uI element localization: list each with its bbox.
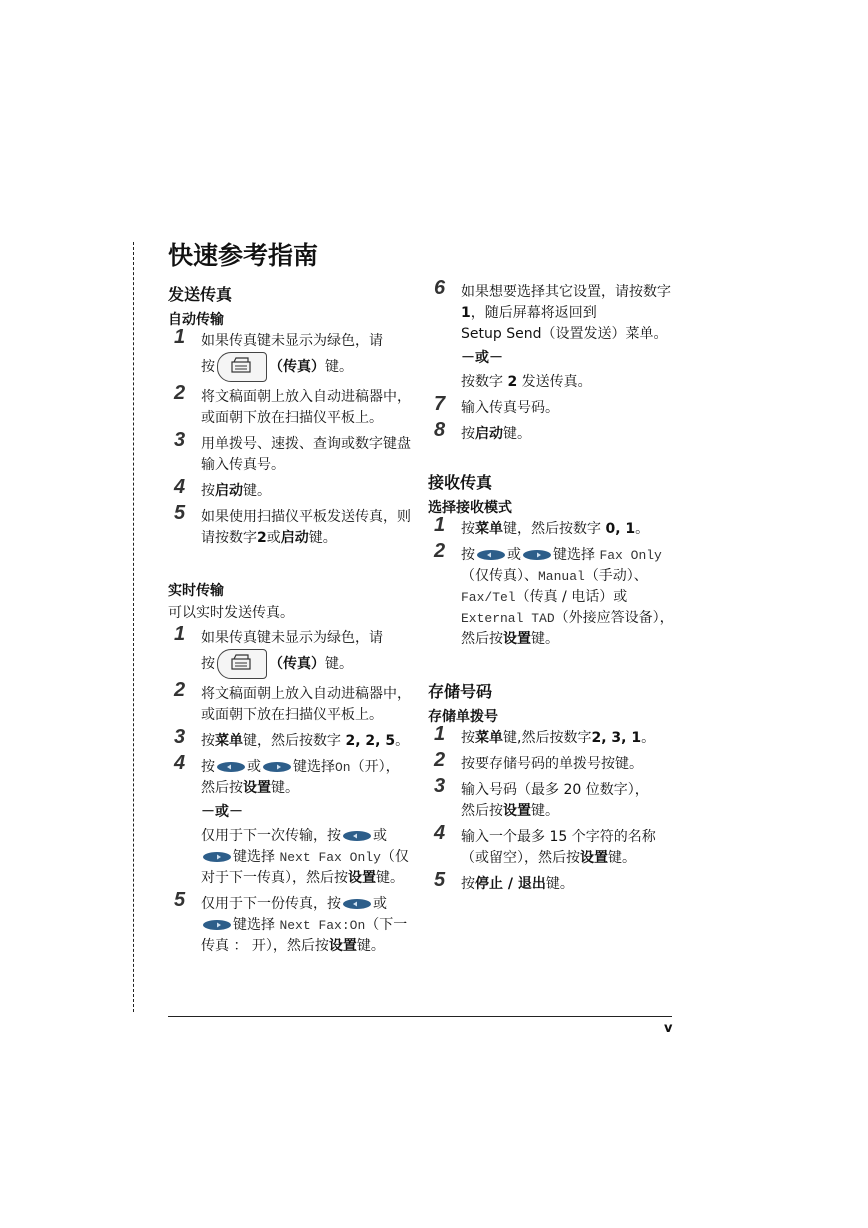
text-span: 输入传真号码。 [461, 400, 559, 416]
auto-step-1: 1 如果传真键未显示为绿色，请 按 （传真）键。 [168, 331, 414, 382]
step-number: 1 [174, 326, 186, 348]
store-step-3 [428, 775, 676, 822]
step-number: 1 [174, 623, 186, 645]
auto-step-4 [168, 476, 414, 502]
text-span: 键。 [243, 483, 271, 499]
text-span: （传真 / 电话） [515, 589, 614, 605]
text-span: 按 [461, 426, 475, 442]
right-arrow-key-icon [202, 851, 232, 863]
text-span: 。 [635, 521, 650, 537]
store-step-1 [428, 723, 676, 749]
text-span: 菜单 [215, 733, 243, 749]
text-span: Next Fax:On [279, 918, 366, 933]
text-span: 键。 [531, 631, 559, 647]
store-step-4 [428, 822, 676, 869]
step-number: 2 [434, 540, 446, 562]
realtime-intro: 可以实时发送传真。 [168, 605, 294, 621]
right-column [428, 277, 676, 900]
auto-transmit-subheading: 自动传输 [168, 312, 224, 328]
right-arrow-key-icon [262, 761, 292, 773]
step-number: 1 [434, 514, 446, 536]
text-span: 或 [247, 759, 261, 775]
receive-mode-subheading: 选择接收模式 [428, 500, 512, 516]
text-span: 或 [266, 530, 281, 546]
store-one-touch-subheading: 存储单拨号 [428, 709, 498, 725]
step-number: 1 [434, 723, 446, 745]
text-span: 或 [507, 547, 521, 563]
text-span: 然后按 [461, 803, 503, 819]
text-span: 停止 / 退出 [475, 876, 546, 892]
text-span: （仅传真）、 [461, 568, 538, 584]
step-number: 4 [434, 822, 446, 844]
text-span: 发送传真。 [521, 374, 592, 390]
step-number: 3 [434, 775, 446, 797]
send-fax-heading: 发送传真 [168, 285, 233, 304]
text-span: 键。 [325, 656, 353, 672]
text-span: External TAD [461, 611, 555, 626]
auto-step-2: 2 将文稿面朝上放入自动进稿器中，或面朝下放在扫描仪平板上。 [174, 382, 411, 426]
text-span: Setup Send（设置发送）菜单。 [461, 326, 668, 342]
text-span: Manual [538, 569, 585, 584]
or-separator: －或－ [461, 350, 503, 366]
left-arrow-key-icon [342, 898, 372, 910]
text-span: 仅用于下一次传输，按 [201, 828, 341, 844]
left-arrow-key-icon [476, 549, 506, 561]
receive-step-1 [428, 514, 676, 540]
text-span: （仅对于下一传真），然后按 [201, 849, 409, 886]
receive-fax-heading: 接收传真 [428, 473, 493, 492]
text-span: 键选择 [233, 849, 275, 865]
text-span: 启动 [215, 483, 243, 499]
text-span: 1 [461, 305, 471, 321]
step-number: 2 [174, 679, 186, 701]
text-span: 键，然后按数字 [243, 733, 341, 749]
text-span: 输入号码（最多 20 位数字）， [461, 782, 649, 798]
page-title: 快速参考指南 [168, 241, 319, 270]
text-span: Fax Only [599, 548, 662, 563]
text-span: 按 [461, 730, 475, 746]
text-span: 然后按 [201, 780, 243, 796]
text-span: 2, 2, 5 [345, 733, 396, 749]
text-span: 。 [395, 733, 410, 749]
text-span: Next Fax Only [279, 850, 381, 865]
store-step-2 [428, 749, 676, 775]
text-span: 2, 3, 1 [591, 730, 642, 746]
text-span: 按 [461, 521, 475, 537]
text-span: 启动 [475, 426, 503, 442]
step-number: 2 [434, 749, 446, 771]
text-span: （开）， [350, 759, 400, 775]
text-span: 或 [373, 828, 387, 844]
text-span: On [335, 760, 351, 775]
left-arrow-key-icon [342, 830, 372, 842]
fax-key-icon [217, 352, 267, 382]
text-span: 2 [257, 530, 267, 546]
text-span: （外接应答设备），然后按 [461, 610, 674, 647]
text-span: 键。 [608, 850, 636, 866]
text-span: 键选择 [293, 759, 335, 775]
text-span: 按 [201, 483, 215, 499]
cut-line [133, 242, 134, 1012]
footer-rule [168, 1016, 672, 1017]
text-span: （手动）、 [584, 568, 648, 584]
text-span: 如果传真键未显示为绿色，请 [201, 630, 383, 646]
text-span: 按数字 [461, 374, 503, 390]
text-span: 设置 [243, 780, 271, 796]
realtime-step-3 [168, 726, 414, 752]
text-span: 按 [461, 547, 475, 563]
realtime-step-4 [168, 752, 414, 889]
auto-step-5 [168, 502, 414, 549]
text-span: 0, 1 [605, 521, 636, 537]
text-span: 键，然后按数字 [503, 521, 601, 537]
fax-key-icon [217, 649, 267, 679]
text-span: 设置 [328, 938, 357, 954]
text-span: 键。 [271, 780, 299, 796]
right-arrow-key-icon [522, 549, 552, 561]
text-span: 键。 [503, 426, 531, 442]
send-step-6 [428, 277, 676, 393]
step-number: 5 [434, 869, 446, 891]
text-span: 按 [201, 656, 215, 672]
text-span: 键。 [531, 803, 559, 819]
text-span: 设置 [503, 631, 531, 647]
or-separator: －或－ [201, 804, 243, 820]
receive-step-2 [428, 540, 676, 650]
step-number: 8 [434, 419, 446, 441]
text-span: 键,然后按数字 [503, 730, 592, 746]
text-span: 菜单 [475, 521, 503, 537]
step-number: 2 [174, 382, 186, 404]
text-span: 按 [461, 876, 475, 892]
text-span: 将文稿面朝上放入自动进稿器中，或面朝下放在扫描仪平板上。 [201, 686, 411, 723]
text-span: 设置 [580, 850, 608, 866]
step-number: 6 [434, 277, 446, 299]
step-number: 5 [174, 889, 186, 911]
left-column [168, 282, 414, 962]
text-span: 键。 [545, 876, 574, 892]
step-number: 4 [174, 476, 186, 498]
text-span: 按要存储号码的单拨号按键。 [461, 756, 643, 772]
page-number: v [664, 1021, 673, 1036]
send-step-8 [428, 419, 676, 445]
text-span: 菜单 [475, 730, 503, 746]
text-span: 如果使用扫描仪平板发送传真，则请按数字 [201, 509, 411, 546]
text-span: 如果想要选择其它设置，请按数字 [461, 284, 671, 300]
text-span: 输入一个最多 15 个字符的名称（或留空），然后按 [461, 829, 656, 866]
step-number: 3 [174, 429, 186, 451]
text-span: 或 [373, 896, 387, 912]
realtime-subheading: 实时传输 [168, 583, 224, 599]
step-number: 4 [174, 752, 186, 774]
send-step-7 [428, 393, 676, 419]
step-number: 3 [174, 726, 186, 748]
realtime-step-2 [168, 679, 414, 726]
left-arrow-key-icon [216, 761, 246, 773]
text-span: 或 [613, 589, 628, 605]
text-span: 键选择 [553, 547, 595, 563]
text-span: 按 [201, 759, 215, 775]
right-arrow-key-icon [202, 919, 232, 931]
text-span: 键。 [376, 870, 404, 886]
realtime-step-1 [168, 623, 414, 679]
text-span: 启动 [280, 530, 309, 546]
text-span: Fax/Tel [461, 590, 516, 605]
text-span: 设置 [348, 870, 376, 886]
store-step-5 [428, 869, 676, 895]
text-span: ，随后屏幕将返回到 [470, 305, 597, 321]
text-span: 键。 [308, 530, 337, 546]
text-span: 按 [201, 733, 215, 749]
text-span: 2 [507, 374, 518, 390]
text-span: 仅用于下一份传真，按 [201, 896, 341, 912]
realtime-step-5 [168, 889, 414, 957]
step-number: 7 [434, 393, 446, 415]
text-span: 键选择 [233, 917, 275, 933]
text-span: 。 [641, 730, 656, 746]
auto-step-3: 3 用单拨号、速拨、查询或数字键盘输入传真号。 [174, 429, 411, 473]
text-span: （下一传真 ： 开），然后按 [201, 917, 408, 954]
store-numbers-heading: 存储号码 [428, 682, 493, 701]
text-span: 设置 [503, 803, 531, 819]
text-span: 键。 [356, 938, 385, 954]
text-span: （传真） [269, 656, 325, 672]
step-number: 5 [174, 502, 186, 524]
